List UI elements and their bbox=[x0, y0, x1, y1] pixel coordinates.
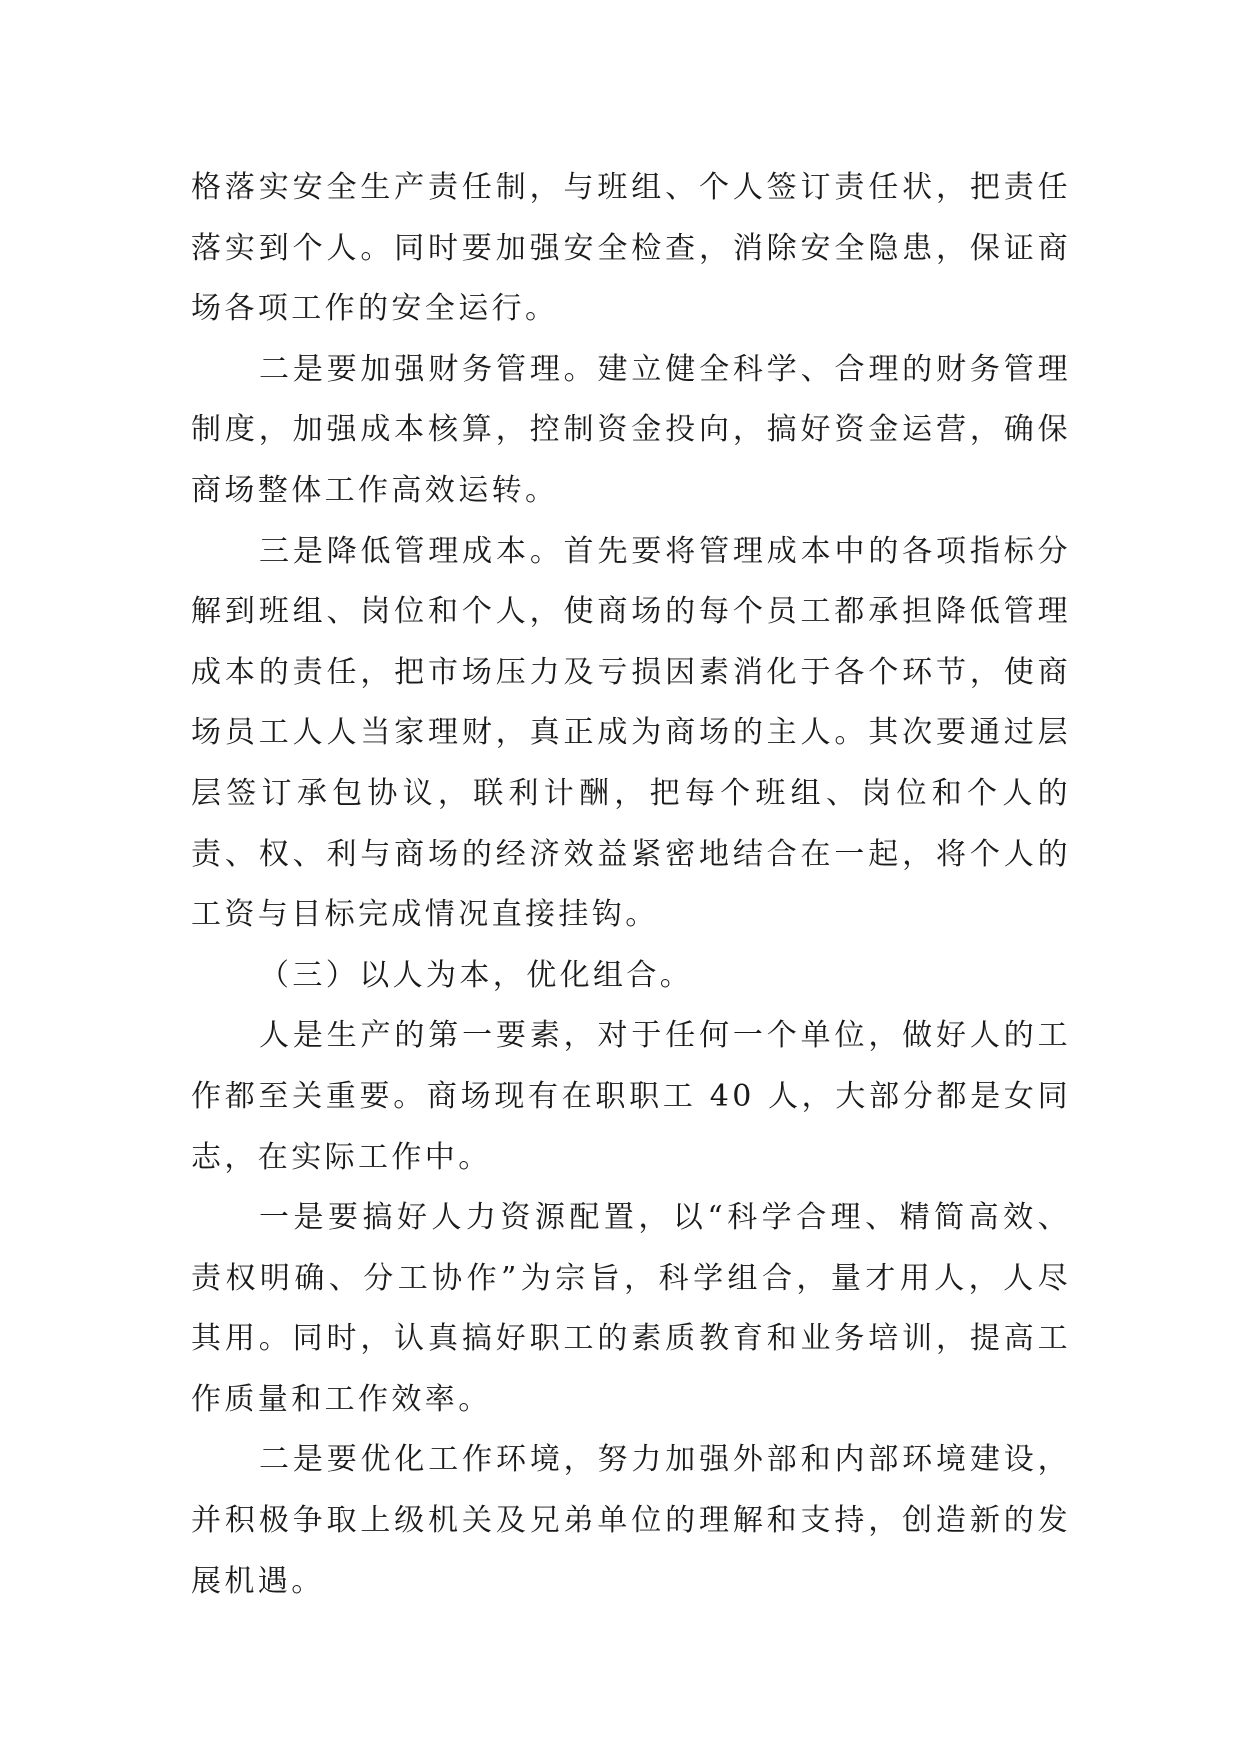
paragraph-work-environment: 二是要优化工作环境，努力加强外部和内部环境建设，并积极争取上级机关及兄弟单位的理解和支持，创造新的发展机遇。 bbox=[191, 1442, 1071, 1599]
paragraph-reduce-management-cost: 三是降低管理成本。首先要将管理成本中的各项指标分解到班组、岗位和个人，使商场的每个员工都承担降低管理成本的责任，把市场压力及亏损因素消化于各个环节，使商场员工人人当家理财，真正成为商场的主人。其次要通过层层签订承包协议，联利计酬，把每个班组、岗位和个人的责、权、利与商场的经济效益紧密地结合在一起，将个人的工资与目标完成情况直接挂钩。 bbox=[191, 533, 1071, 933]
document-body bbox=[191, 158, 1071, 1612]
paragraph-people-first-factor: 人是生产的第一要素，对于任何一个单位，做好人的工作都至关重要。商场现有在职职工 40 人，大部分都是女同志，在实际工作中。 bbox=[191, 1018, 1071, 1175]
paragraph-human-resource-allocation: 一是要搞好人力资源配置，以“科学合理、精简高效、责权明确、分工协作”为宗旨，科学组合，量才用人，人尽其用。同时，认真搞好职工的素质教育和业务培训，提高工作质量和工作效率。 bbox=[191, 1200, 1071, 1417]
paragraph-safety-responsibility: 格落实安全生产责任制，与班组、个人签订责任状，把责任落实到个人。同时要加强安全检查，消除安全隐患，保证商场各项工作的安全运行。 bbox=[191, 170, 1071, 327]
paragraph-financial-management: 二是要加强财务管理。建立健全科学、合理的财务管理制度，加强成本核算，控制资金投向，搞好资金运营，确保商场整体工作高效运转。 bbox=[191, 351, 1071, 508]
section-heading-people-oriented: （三）以人为本，优化组合。 bbox=[259, 957, 694, 993]
